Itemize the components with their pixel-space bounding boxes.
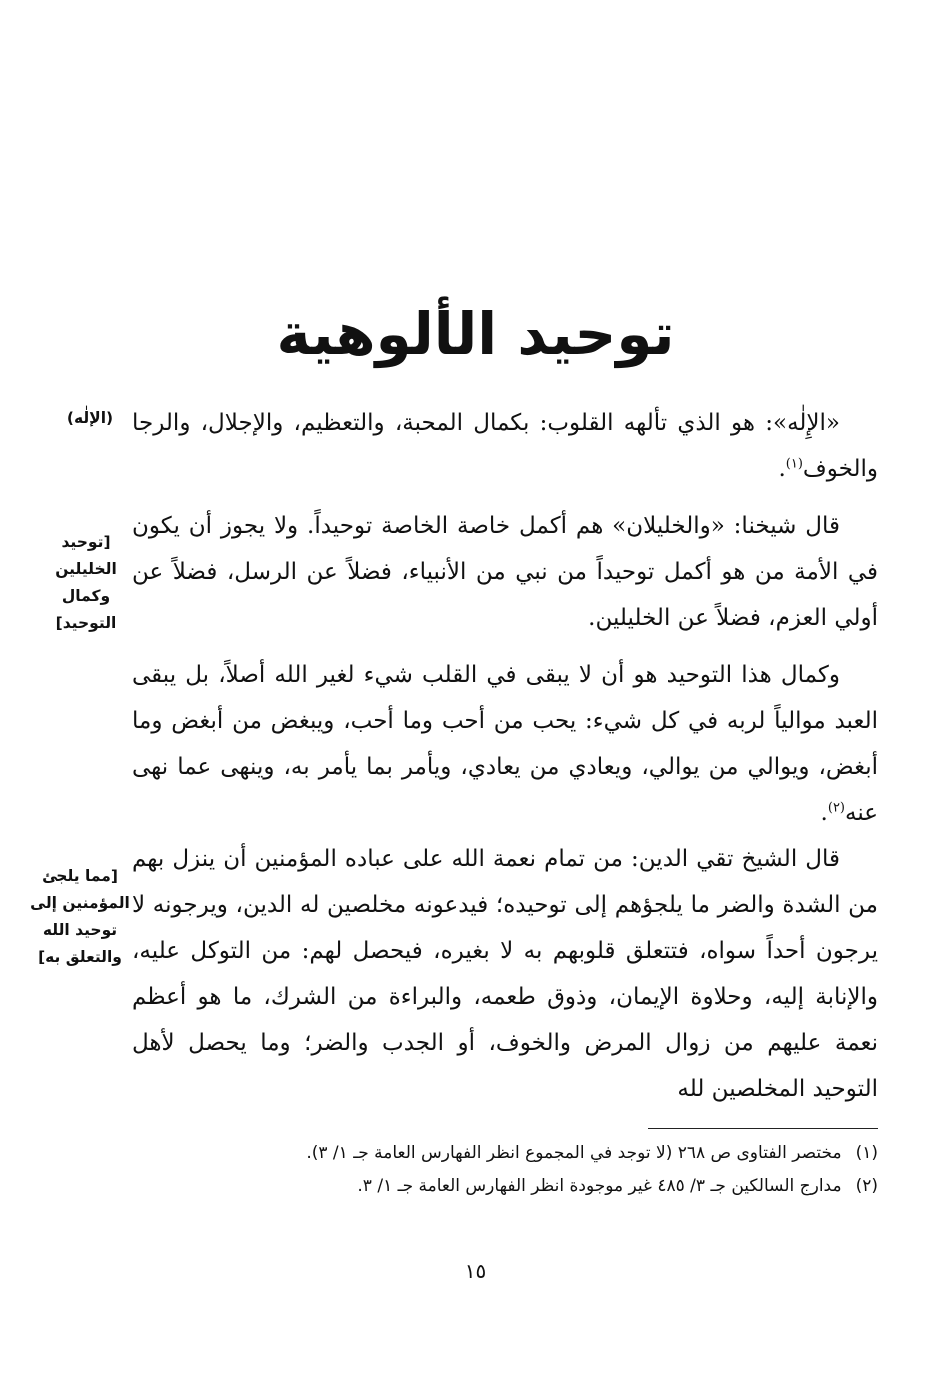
paragraph-text: وكمال هذا التوحيد هو أن لا يبقى في القلب شيء لغير الله أصلاً، بل يبقى العبد موالياً لربه في كل شيء: يحب من أحب وما أحب، ويبغض من أبغض وما أبغض، ويوالي من يوالي، ويعادي من يعادي، ويأمر بما يأمر به، وينهى عما نهى عنه (132, 662, 878, 826)
footnote-number: (١) (855, 1143, 878, 1163)
margin-note-ilah: (الإلٰه) (66, 409, 114, 427)
footnote-text: مدارج السالكين جـ ٣/ ٤٨٥ غير موجودة انظر الفهارس العامة جـ ١/ ٣. (357, 1176, 842, 1196)
footnote-number: (٢) (855, 1176, 878, 1196)
page-title: توحيد الألوهية (276, 299, 675, 368)
footnote-item (200, 1137, 878, 1170)
paragraph-taqi-aldin (132, 836, 878, 1112)
footnote-item (200, 1170, 878, 1203)
paragraph-ilah (132, 400, 878, 492)
paragraph-end: . (778, 456, 786, 482)
paragraph-end: . (820, 800, 828, 826)
footnotes (200, 1137, 878, 1203)
paragraph-text: قال شيخنا: «والخليلان» هم أكمل خاصة الخاصة توحيداً. ولا يجوز أن يكون في الأمة من هو أكمل توحيداً من نبي من الأنبياء، فضلاً عن الرسل، فضلاً عن أولي العزم، فضلاً عن الخليلين. (132, 513, 878, 631)
paragraph-text: قال الشيخ تقي الدين: من تمام نعمة الله على عباده المؤمنين أن ينزل بهم من الشدة والضر ما يلجؤهم إلى توحيده؛ فيدعونه مخلصين له الدين، ويرجونه لا يرجون أحداً سواه، فتتعلق قلوبهم به لا بغيره، فيحصل لهم: من التوكل عليه، والإنابة إليه، وحلاوة الإيمان، وذوق طعمه، والبراءة من الشرك، ما هو أعظم نعمة عليهم من زوال المرض والخوف، أو الجدب والضر؛ وما يحصل لأهل التوحيد المخلصين لله (132, 846, 878, 1102)
paragraph-khalilan (132, 503, 878, 641)
footnote-divider (648, 1128, 878, 1129)
margin-note-yulji: [مما يلجئ المؤمنين إلى توحيد الله والتعلق به] (30, 867, 130, 966)
footnote-ref[interactable]: (٢) (827, 800, 845, 816)
footnote-text: مختصر الفتاوى ص ٢٦٨ (لا توجد في المجموع انظر الفهارس العامة جـ ١/ ٣). (306, 1143, 842, 1163)
margin-note-khalilan: [توحيد الخليلين وكمال التوحيد] (55, 533, 117, 632)
paragraph-kamal-tawhid (132, 652, 878, 836)
footnote-ref[interactable]: (١) (785, 456, 803, 472)
paragraph-text: «الإِلٰه»: هو الذي تألهه القلوب: بكمال المحبة، والتعظيم، والإجلال، والرجا والخوف (132, 410, 878, 482)
page-number: ١٥ (464, 1259, 487, 1283)
